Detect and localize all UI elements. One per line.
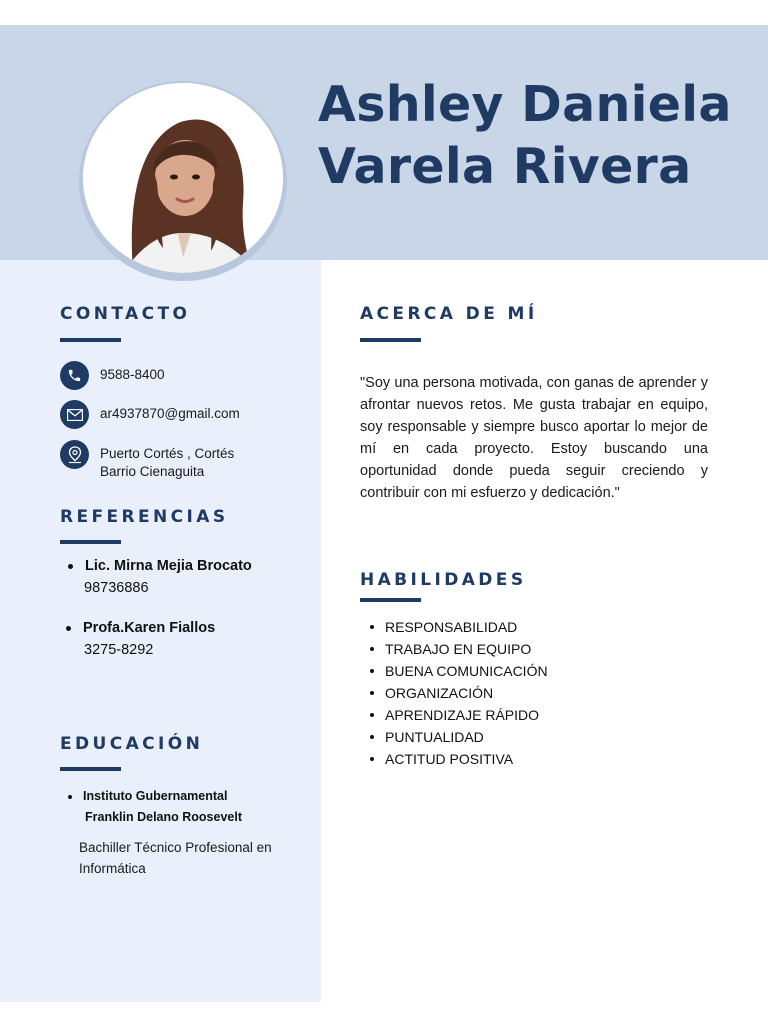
map-pin-icon [60, 440, 89, 469]
skill-item [370, 748, 548, 770]
contact-heading: CONTACTO [60, 304, 191, 324]
skill-label: BUENA COMUNICACIÓN [385, 663, 548, 679]
reference-phone: 98736886 [84, 580, 149, 596]
bullet [370, 691, 374, 695]
institution-line-1: Instituto Gubernamental [83, 789, 228, 803]
phone-icon [60, 361, 89, 390]
bullet [68, 795, 72, 799]
contact-email[interactable]: ar4937870@gmail.com [100, 406, 240, 421]
skill-item [370, 704, 548, 726]
contact-email-row [60, 400, 240, 429]
skills-heading-rule [360, 598, 421, 602]
skills-list [370, 616, 548, 770]
reference-phone: 3275-8292 [84, 642, 154, 658]
skill-label: TRABAJO EN EQUIPO [385, 641, 532, 657]
about-heading: ACERCA DE MÍ [360, 304, 538, 324]
contact-phone-row [60, 361, 165, 390]
address-line-2: Barrio Cienaguita [100, 464, 205, 479]
profile-photo [83, 83, 283, 273]
bullet [370, 713, 374, 717]
about-text: "Soy una persona motivada, con ganas de aprender y afrontar nuevos retos. Me gusta trabajar en equipo, soy responsable y siempre busco aportar lo mejor de mí en cada proyecto. Estoy buscando una oportunidad donde pueda seguir creciendo y contribuir con mi esfuerzo y dedicación." [360, 375, 708, 501]
bullet [66, 626, 71, 631]
references-heading: REFERENCIAS [60, 507, 229, 527]
bullet [370, 647, 374, 651]
about-heading-rule [360, 338, 421, 342]
skill-item [370, 660, 548, 682]
name-line-2: Varela Rivera [318, 138, 692, 195]
envelope-icon [60, 400, 89, 429]
skill-item [370, 616, 548, 638]
education-heading-rule [60, 767, 121, 771]
reference-item [66, 620, 215, 658]
skills-heading: HABILIDADES [360, 570, 527, 590]
contact-address-row [60, 440, 234, 481]
bullet [370, 625, 374, 629]
contact-address [100, 445, 234, 481]
skill-label: ORGANIZACIÓN [385, 685, 494, 701]
reference-name: Lic. Mirna Mejia Brocato [85, 558, 252, 574]
name-line-1: Ashley Daniela [318, 76, 732, 133]
bullet [370, 757, 374, 761]
institution-line-2: Franklin Delano Roosevelt [85, 810, 242, 824]
education-heading: EDUCACIÓN [60, 734, 204, 754]
bullet [370, 735, 374, 739]
bullet [68, 564, 73, 569]
skill-label: RESPONSABILIDAD [385, 619, 518, 635]
address-line-1: Puerto Cortés , Cortés [100, 446, 235, 461]
skill-label: ACTITUD POSITIVA [385, 751, 514, 767]
reference-name: Profa.Karen Fiallos [83, 620, 216, 636]
reference-item [68, 558, 252, 596]
skill-item [370, 682, 548, 704]
skill-label: PUNTUALIDAD [385, 729, 484, 745]
contact-phone: 9588-8400 [100, 367, 165, 382]
full-name [318, 74, 758, 198]
education-institution [68, 786, 242, 828]
skill-label: APRENDIZAJE RÁPIDO [385, 707, 540, 723]
skill-item [370, 726, 548, 748]
bullet [370, 669, 374, 673]
references-heading-rule [60, 540, 121, 544]
education-degree: Bachiller Técnico Profesional en Informática [79, 840, 272, 876]
skill-item [370, 638, 548, 660]
contact-heading-rule [60, 338, 121, 342]
portrait-image [83, 83, 283, 273]
